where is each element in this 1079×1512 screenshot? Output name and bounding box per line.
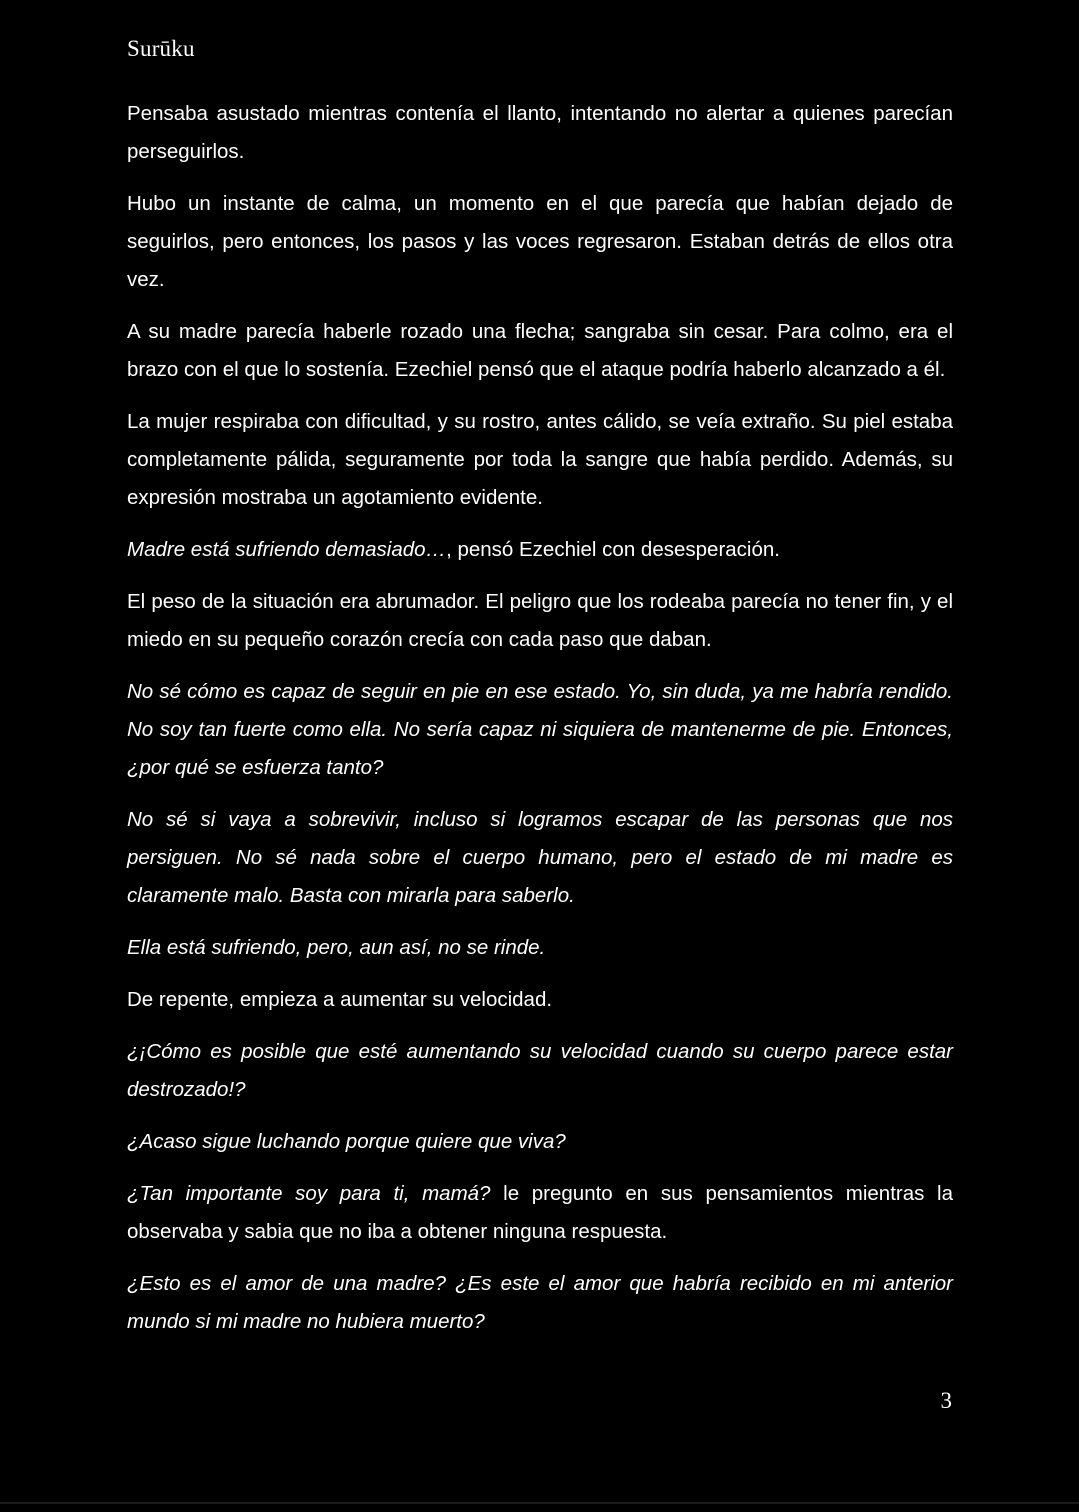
paragraph xyxy=(127,929,953,967)
paragraph-text: , pensó Ezechiel con desesperación. xyxy=(446,538,780,561)
paragraph xyxy=(127,673,953,787)
paragraph xyxy=(127,185,953,299)
paragraph xyxy=(127,531,953,569)
paragraph xyxy=(127,981,953,1019)
paragraph-italic-text: ¿Tan importante soy para ti, mamá? xyxy=(127,1182,491,1205)
paragraph-italic-text: Ella está sufriendo, pero, aun así, no se rinde. xyxy=(127,936,546,959)
paragraph xyxy=(127,403,953,517)
paragraph-italic-text: ¿Acaso sigue luchando porque quiere que viva? xyxy=(127,1130,566,1153)
paragraph xyxy=(127,313,953,389)
running-header-title: Surūku xyxy=(127,36,195,61)
paragraph xyxy=(127,1175,953,1251)
page-number: 3 xyxy=(940,1388,952,1413)
paragraph-italic-text: No sé si vaya a sobrevivir, incluso si logramos escapar de las personas que nos persiguen. No sé nada sobre el cuerpo humano, pero el estado de mi madre es claramente malo. Basta con mirarla para saberlo. xyxy=(127,808,953,907)
paragraph-text: De repente, empieza a aumentar su velocidad. xyxy=(127,988,553,1011)
page-bottom-divider xyxy=(0,1502,1079,1504)
paragraph-text: La mujer respiraba con dificultad, y su rostro, antes cálido, se veía extraño. Su piel estaba completamente pálida, seguramente por toda la sangre que había perdido. Además, su expresión mostraba un agotamiento evidente. xyxy=(127,410,953,509)
paragraph-italic-text: ¿¡Cómo es posible que esté aumentando su velocidad cuando su cuerpo parece estar destrozado!? xyxy=(127,1040,953,1101)
paragraph-text: A su madre parecía haberle rozado una flecha; sangraba sin cesar. Para colmo, era el brazo con el que lo sostenía. Ezechiel pensó que el ataque podría haberlo alcanzado a él. xyxy=(127,320,953,381)
paragraph xyxy=(127,801,953,915)
paragraph-italic-text: No sé cómo es capaz de seguir en pie en ese estado. Yo, sin duda, ya me habría rendido. No soy tan fuerte como ella. No sería capaz ni siquiera de mantenerme de pie. Entonces, ¿por qué se esfuerza tanto? xyxy=(127,680,953,779)
paragraph-text: Pensaba asustado mientras contenía el llanto, intentando no alertar a quienes parecían perseguirlos. xyxy=(127,102,953,163)
paragraph-text: Hubo un instante de calma, un momento en el que parecía que habían dejado de seguirlos, pero entonces, los pasos y las voces regresaron. Estaban detrás de ellos otra vez. xyxy=(127,192,953,291)
paragraph xyxy=(127,95,953,171)
paragraph xyxy=(127,583,953,659)
paragraph-text: El peso de la situación era abrumador. El peligro que los rodeaba parecía no tener fin, y el miedo en su pequeño corazón crecía con cada paso que daban. xyxy=(127,590,953,651)
paragraph-text: le pregunto en sus pensamientos mientras la observaba y sabia que no iba a obtener ninguna respuesta. xyxy=(127,1182,953,1243)
paragraph xyxy=(127,1033,953,1109)
body-text xyxy=(127,95,953,1355)
paragraph-italic-text: Madre está sufriendo demasiado… xyxy=(127,538,447,561)
paragraph-italic-text: ¿Esto es el amor de una madre? ¿Es este el amor que habría recibido en mi anterior mundo si mi madre no hubiera muerto? xyxy=(127,1272,953,1333)
paragraph xyxy=(127,1265,953,1341)
paragraph xyxy=(127,1123,953,1161)
